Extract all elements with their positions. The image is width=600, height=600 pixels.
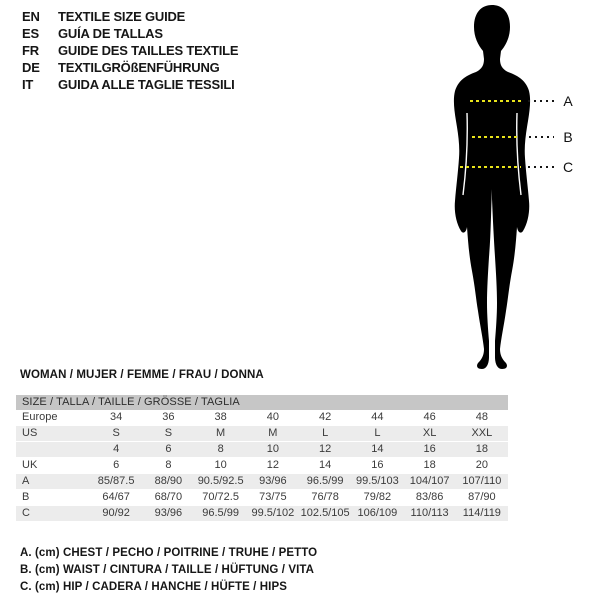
language-title: GUIDE DES TAILLES TEXTILE: [58, 43, 239, 58]
hip-callout-line: [528, 166, 554, 168]
size-cell: S: [112, 427, 120, 439]
size-cell: 14: [371, 443, 384, 455]
marker-label-a: A: [563, 93, 573, 109]
size-cell: 93/96: [259, 475, 287, 487]
language-title-list: [22, 8, 238, 93]
size-cell: 79/82: [363, 491, 392, 503]
language-code: EN: [22, 9, 40, 24]
size-table-body: [16, 410, 508, 522]
language-title: TEXTILGRÖßENFÜHRUNG: [58, 60, 220, 75]
row-label: B: [22, 491, 30, 503]
size-cell: 70/72.5: [202, 491, 239, 503]
waist-measure-line: [472, 136, 517, 138]
table-row: [16, 490, 508, 506]
language-row-it: [22, 76, 238, 93]
size-cell: 99.5/103: [355, 475, 399, 487]
chest-measure-line: [470, 100, 524, 102]
measurement-legend: [20, 545, 317, 596]
legend-chest: A. (cm) CHEST / PECHO / POITRINE / TRUHE / PETTO: [20, 547, 318, 559]
size-cell: S: [164, 427, 173, 439]
size-cell: 12: [266, 459, 279, 471]
size-cell: 16: [371, 459, 384, 471]
size-cell: 68/70: [154, 491, 183, 503]
size-cell: 96.5/99: [202, 507, 239, 519]
language-code: FR: [22, 43, 39, 58]
row-label: Europe: [22, 411, 58, 423]
size-cell: 36: [162, 411, 175, 423]
body-silhouette-figure: [422, 3, 562, 370]
size-table: [16, 395, 508, 522]
size-cell: 90.5/92.5: [197, 475, 244, 487]
size-cell: 64/67: [102, 491, 130, 503]
size-cell: 18: [423, 459, 436, 471]
size-cell: XL: [422, 427, 437, 439]
language-code: DE: [22, 60, 40, 75]
language-title: TEXTILE SIZE GUIDE: [58, 9, 186, 24]
size-cell: M: [268, 427, 278, 439]
hip-measure-line: [460, 166, 521, 168]
size-cell: L: [374, 427, 381, 439]
size-cell: 16: [423, 443, 436, 455]
size-cell: 18: [475, 443, 488, 455]
language-row-fr: [22, 42, 238, 59]
language-code: IT: [22, 77, 34, 92]
language-row-de: [22, 59, 238, 76]
size-cell: 42: [319, 411, 332, 423]
table-row: [16, 426, 508, 442]
size-cell: 12: [319, 443, 332, 455]
table-row: [16, 506, 508, 522]
size-cell: 73/75: [259, 491, 287, 503]
table-row: [16, 410, 508, 426]
size-cell: 8: [165, 459, 172, 471]
waist-callout-line: [529, 136, 554, 138]
row-label: UK: [22, 459, 38, 471]
size-cell: 85/87.5: [97, 475, 135, 487]
size-cell: 40: [266, 411, 279, 423]
woman-silhouette-icon: [422, 3, 562, 370]
legend-waist: B. (cm) WAIST / CINTURA / TAILLE / HÜFTUNG / VITA: [20, 564, 315, 576]
marker-label-b: B: [563, 129, 573, 145]
size-cell: 10: [266, 443, 279, 455]
legend-hip: C. (cm) HIP / CADERA / HANCHE / HÜFTE / HIPS: [20, 581, 288, 593]
size-cell: XXL: [471, 427, 493, 439]
size-cell: 4: [113, 443, 120, 455]
size-cell: 14: [319, 459, 332, 471]
size-cell: 76/78: [311, 491, 339, 503]
table-row: [16, 458, 508, 474]
language-row-es: [22, 25, 238, 42]
size-cell: 110/113: [410, 507, 449, 519]
table-row: [16, 474, 508, 490]
row-label: C: [22, 507, 30, 519]
size-cell: 87/90: [468, 491, 496, 503]
size-cell: 114/119: [462, 507, 501, 519]
language-row-en: [22, 8, 238, 25]
size-cell: 88/90: [154, 475, 183, 487]
size-cell: 38: [214, 411, 227, 423]
language-title: GUÍA DE TALLAS: [58, 26, 163, 41]
size-cell: 99.5/102: [251, 507, 295, 519]
size-cell: 6: [113, 459, 120, 471]
size-cell: 90/92: [102, 507, 130, 519]
size-cell: 48: [475, 411, 488, 423]
size-table-header: SIZE / TALLA / TAILLE / GRÖSSE / TAGLIA: [16, 395, 508, 410]
size-cell: 44: [371, 411, 384, 423]
size-cell: 96.5/99: [306, 475, 344, 487]
gender-heading: WOMAN / MUJER / FEMME / FRAU / DONNA: [20, 369, 264, 381]
size-cell: 106/109: [357, 507, 398, 519]
row-label: A: [22, 475, 30, 487]
language-code: ES: [22, 26, 39, 41]
table-row: [16, 442, 508, 458]
size-cell: 102.5/105: [300, 507, 350, 519]
size-cell: 10: [214, 459, 227, 471]
size-cell: 46: [423, 411, 436, 423]
size-cell: 83/86: [415, 491, 444, 503]
size-cell: 104/107: [409, 475, 450, 487]
size-cell: 8: [217, 443, 224, 455]
marker-label-c: C: [562, 159, 574, 175]
size-cell: 20: [475, 459, 488, 471]
row-label: US: [22, 427, 38, 439]
size-cell: 93/96: [154, 507, 183, 519]
language-title: GUIDA ALLE TAGLIE TESSILI: [58, 77, 235, 92]
chest-callout-line: [528, 100, 554, 102]
size-cell: 34: [110, 411, 123, 423]
size-cell: 107/110: [462, 475, 502, 487]
size-cell: L: [322, 427, 329, 439]
size-cell: 6: [165, 443, 172, 455]
size-cell: M: [216, 427, 226, 439]
